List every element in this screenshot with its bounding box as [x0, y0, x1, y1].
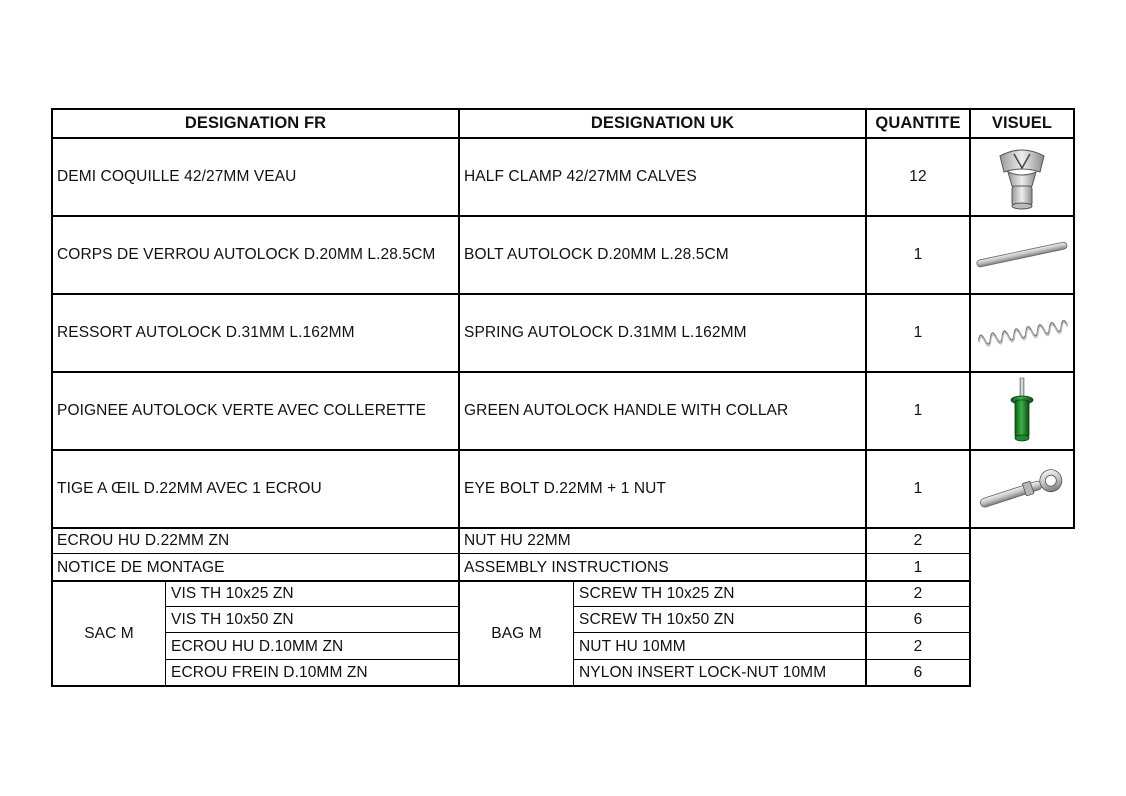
- header-designation-uk: DESIGNATION UK: [590, 114, 735, 132]
- row-1-quantity: 12: [909, 168, 927, 185]
- row-4-designation-uk: GREEN AUTOLOCK HANDLE WITH COLLAR: [464, 402, 789, 419]
- half-clamp-icon: [970, 138, 1074, 216]
- bag-item-3-uk: NUT HU 10MM: [579, 637, 686, 655]
- spring-icon: [970, 294, 1074, 372]
- row-2-designation-uk: BOLT AUTOLOCK D.20MM L.28.5CM: [464, 246, 729, 263]
- grid-line: [51, 108, 53, 687]
- bag-item-3-quantity: 2: [913, 637, 923, 655]
- grid-line: [969, 108, 971, 687]
- header-designation-fr: DESIGNATION FR: [184, 114, 327, 132]
- header-quantite: QUANTITE: [875, 114, 961, 132]
- eye-bolt-icon: [970, 450, 1074, 528]
- bag-item-4-quantity: 6: [913, 664, 923, 681]
- grid-line: [574, 606, 971, 607]
- bag-item-2-quantity: 6: [913, 611, 923, 628]
- row-2-designation-fr: CORPS DE VERROU AUTOLOCK D.20MM L.28.5CM: [57, 246, 436, 263]
- grid-line: [51, 371, 1075, 373]
- grid-line: [51, 137, 1075, 139]
- grid-line: [51, 580, 971, 582]
- row-1-designation-uk: HALF CLAMP 42/27MM CALVES: [464, 168, 697, 185]
- bag-label-fr: SAC M: [84, 624, 134, 642]
- row-7-designation-fr: NOTICE DE MONTAGE: [57, 558, 225, 576]
- grid-line: [51, 685, 971, 687]
- bag-item-4-fr: ECROU FREIN D.10MM ZN: [171, 664, 368, 681]
- row-1-designation-fr: DEMI COQUILLE 42/27MM VEAU: [57, 168, 297, 185]
- green-handle-icon: [970, 372, 1074, 450]
- bolt-rod-icon: [970, 216, 1074, 294]
- bag-item-1-uk: SCREW TH 10x25 ZN: [579, 585, 735, 602]
- grid-line: [1073, 108, 1075, 529]
- grid-line: [166, 659, 459, 660]
- grid-line: [51, 553, 971, 554]
- grid-line: [165, 580, 166, 686]
- row-4-designation-fr: POIGNEE AUTOLOCK VERTE AVEC COLLERETTE: [57, 402, 427, 419]
- grid-line: [51, 293, 1075, 295]
- grid-line: [166, 632, 459, 633]
- row-5-designation-uk: EYE BOLT D.22MM + 1 NUT: [464, 480, 666, 497]
- bag-label-uk: BAG M: [491, 624, 542, 642]
- row-3-quantity: 1: [913, 324, 923, 341]
- row-7-designation-uk: ASSEMBLY INSTRUCTIONS: [464, 558, 669, 576]
- row-7-quantity: 1: [913, 558, 923, 576]
- bag-item-1-fr: VIS TH 10x25 ZN: [171, 585, 294, 602]
- row-2-quantity: 1: [913, 246, 923, 263]
- row-3-designation-fr: RESSORT AUTOLOCK D.31MM L.162MM: [57, 324, 355, 341]
- grid-line: [574, 632, 971, 633]
- bag-item-2-fr: VIS TH 10x50 ZN: [171, 611, 294, 628]
- grid-line: [865, 108, 867, 687]
- grid-line: [51, 449, 1075, 451]
- grid-line: [51, 527, 1075, 529]
- row-6-designation-uk: NUT HU 22MM: [464, 532, 571, 549]
- row-4-quantity: 1: [913, 402, 923, 419]
- header-visuel: VISUEL: [991, 114, 1053, 132]
- grid-line: [166, 606, 459, 607]
- grid-line: [51, 108, 1075, 110]
- row-5-quantity: 1: [913, 480, 923, 497]
- grid-line: [51, 215, 1075, 217]
- grid-line: [458, 108, 460, 687]
- row-6-designation-fr: ECROU HU D.22MM ZN: [57, 532, 230, 549]
- row-3-designation-uk: SPRING AUTOLOCK D.31MM L.162MM: [464, 324, 747, 341]
- bag-item-3-fr: ECROU HU D.10MM ZN: [171, 637, 344, 655]
- bag-item-1-quantity: 2: [913, 585, 923, 602]
- bag-item-4-uk: NYLON INSERT LOCK-NUT 10MM: [579, 664, 827, 681]
- grid-line: [573, 580, 574, 686]
- grid-line: [574, 659, 971, 660]
- row-6-quantity: 2: [913, 532, 923, 549]
- row-5-designation-fr: TIGE A ŒIL D.22MM AVEC 1 ECROU: [57, 480, 322, 497]
- bag-item-2-uk: SCREW TH 10x50 ZN: [579, 611, 735, 628]
